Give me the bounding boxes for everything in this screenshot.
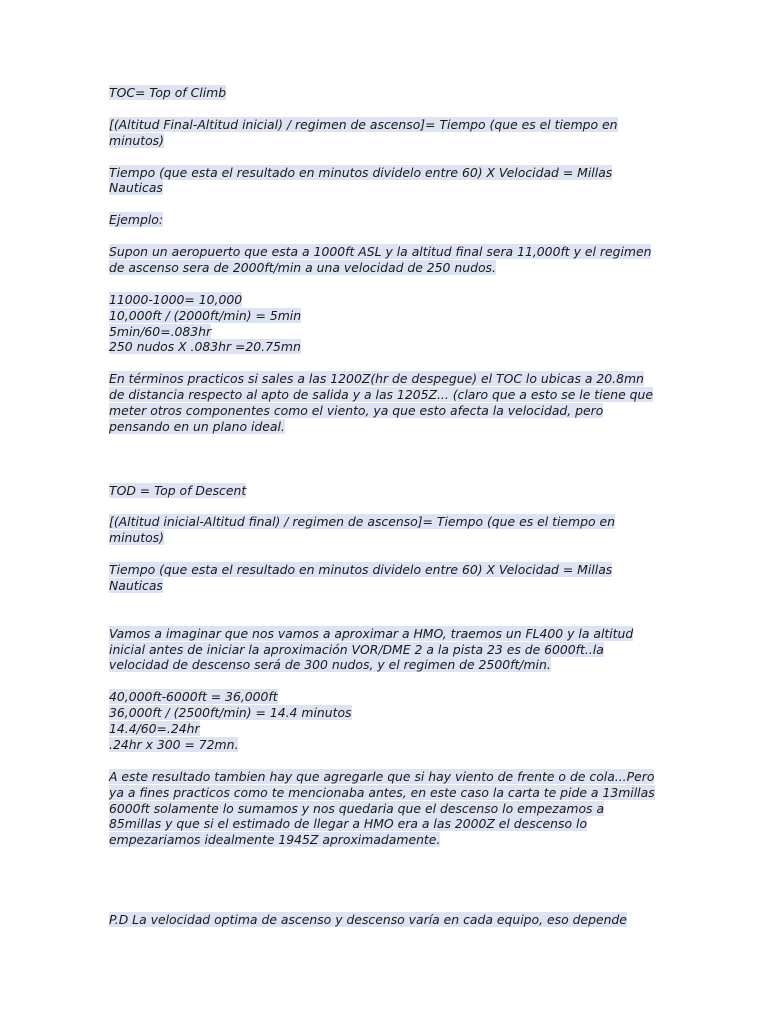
spacer	[109, 864, 657, 912]
toc-calculation: 11000-1000= 10,000 10,000ft / (2000ft/min) = 5min 5min/60=.083hr 250 nudos X .083hr =20.75mn	[109, 291, 302, 355]
toc-title: TOC= Top of Climb	[109, 85, 227, 100]
tod-formula-distance: Tiempo (que esta el resultado en minutos dividelo entre 60) X Velocidad = Millas Nauticas	[109, 562, 613, 593]
toc-formula-distance: Tiempo (que esta el resultado en minutos dividelo entre 60) X Velocidad = Millas Nauticas	[109, 164, 613, 196]
toc-practical-note: En términos practicos si sales a las 1200Z(hr de despegue) el TOC lo ubicas a 20.8mn de distancia respecto al apto de salida y a las 1205Z... (claro que a esto se le tiene que meter otros componentes como el viento, ya que esto afecta la velocidad, pero pensando en un plano ideal.	[109, 371, 653, 434]
spacer	[109, 451, 657, 483]
document-page	[109, 85, 657, 944]
spacer	[109, 610, 657, 626]
tod-result-note: A este resultado tambien hay que agregarle que si hay viento de frente o de cola...Pero ya a fines practicos como te mencionaba antes, en este caso la carta te pide a 13millas 6000ft solamente lo sumamos y nos quedaria que el descenso lo empezamos a 85millas y que si el estimado de llegar a HMO era a las 2000Z el descenso lo empezariamos idealmente 1945Z aproximadamente.	[109, 768, 655, 848]
example-label: Ejemplo:	[109, 212, 164, 228]
postscript-text: P.D La velocidad optima de ascenso y descenso varía en cada equipo, eso depende	[109, 911, 627, 927]
tod-example-text: Vamos a imaginar que nos vamos a aproximar a HMO, traemos un FL400 y la altitud inicial antes de iniciar la aproximación VOR/DME 2 a la pista 23 es de 6000ft..la velocidad de descenso será de 300 nudos, y el regimen de 2500ft/min.	[109, 625, 634, 673]
tod-formula-time: [(Altitud inicial-Altitud final) / regimen de ascenso]= Tiempo (que es el tiempo en minutos)	[109, 514, 615, 546]
toc-formula-time: [(Altitud Final-Altitud inicial) / regimen de ascenso]= Tiempo (que es el tiempo en minutos)	[109, 116, 618, 148]
example-text: Supon un aeropuerto que esta a 1000ft ASL y la altitud final sera 11,000ft y el regimen de ascenso sera de 2000ft/min a una velocidad de 250 nudos.	[109, 244, 652, 275]
tod-title: TOD = Top of Descent	[109, 482, 247, 498]
tod-calculation: 40,000ft-6000ft = 36,000ft 36,000ft / (2500ft/min) = 14.4 minutos 14.4/60=.24hr .24hr x 300 = 72mn.	[109, 689, 352, 752]
